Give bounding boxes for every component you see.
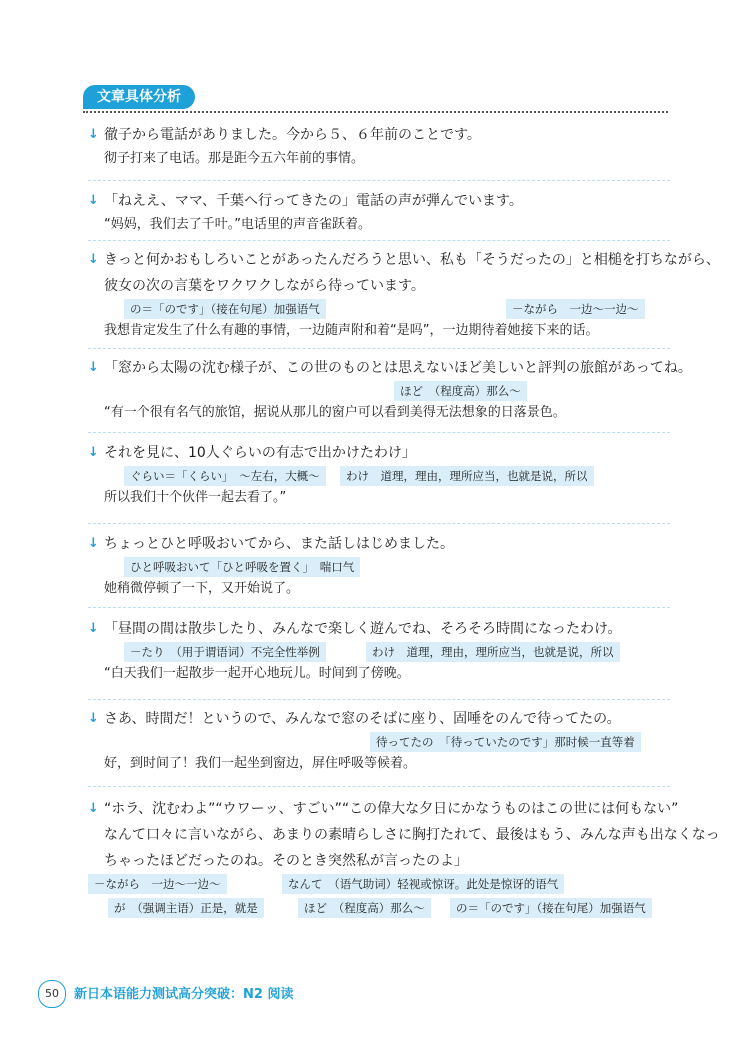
section-divider [88,432,670,433]
section-divider [88,786,670,787]
arrow-down-icon: ↓ [88,445,99,460]
jp-line: それを見に、10人ぐらいの有志で出かけたわけ」 [104,445,416,461]
section-divider [88,699,670,700]
chinese-translation: 我想肯定发生了什么有趣的事情，一边随声附和着“是吗”，一边期待着她接下来的话。 [104,323,599,338]
arrow-down-icon: ↓ [88,252,99,267]
chinese-translation: “妈妈，我们去了千叶。”电话里的声音雀跃着。 [104,217,371,232]
analysis-block [88,531,670,600]
japanese-text [88,188,670,214]
grammar-note: ほど （程度高）那么～ [298,898,431,918]
japanese-text [88,122,670,148]
analysis-block [88,796,720,919]
note-row [104,642,670,663]
chinese-translation: “有一个很有名气的旅馆，据说从那儿的窗户可以看到美得无法想象的日落景色。 [104,405,566,420]
note-row [104,732,670,753]
analysis-block [88,122,670,170]
chinese-translation: 她稍微停顿了一下，又开始说了。 [104,581,300,596]
jp-line: なんて口々に言いながら、あまりの素晴らしさに胸打たれて、最後はもう、みんな声も出なくなっ [104,827,720,843]
note-row [94,874,670,895]
section-divider [88,523,670,524]
jp-line: きっと何かおもしろいことがあったんだろうと思い、私も「そうだったの」と相槌を打ちながら、 [104,252,720,268]
arrow-down-icon: ↓ [88,536,99,551]
analysis-block [88,440,670,509]
section-title: 文章具体分析 [83,85,195,109]
grammar-note: ひと呼吸おいて「ひと呼吸を置く」 喘口气 [124,557,360,577]
arrow-down-icon: ↓ [88,801,99,816]
jp-line: “ホラ、沈むわよ”“ウワーッ、すごい”“この偉大な夕日にかなうものはこの世には何もない” [104,801,679,817]
jp-line: 「ねええ、ママ、千葉へ行ってきたの」電話の声が弾んでいます。 [104,193,523,209]
grammar-note: わけ 道理，理由，理所应当，也就是说，所以 [366,642,620,662]
section-divider [88,348,670,349]
note-row [104,898,670,919]
arrow-down-icon: ↓ [88,360,99,375]
page-number: 50 [38,980,66,1008]
jp-line: ちょっとひと呼吸おいてから、また話しはじめました。 [104,536,454,552]
arrow-down-icon: ↓ [88,127,99,142]
book-title: 新日本语能力测试高分突破：N2 阅读 [74,987,294,1002]
jp-line: 「窓から太陽の沈む様子が、この世のものとは思えないほど美しいと評判の旅館があってね。 [104,360,692,376]
grammar-note: －ながら 一边～一边～ [506,299,645,319]
jp-line: さあ、時間だ！というので、みんなで窓のそばに座り、固唾をのんで待ってたの。 [104,711,621,727]
title-divider [83,111,668,113]
section-divider [88,180,670,181]
grammar-note: の＝「のです」（接在句尾）加强语气 [124,299,326,319]
section-divider [88,607,670,608]
grammar-note: ぐらい＝「くらい」 ～左右，大概～ [124,466,326,486]
japanese-text [88,796,720,874]
analysis-block [88,247,720,342]
grammar-note: わけ 道理，理由，理所应当，也就是说，所以 [340,466,594,486]
note-row [104,557,670,578]
grammar-note: の＝「のです」（接在句尾）加强语气 [450,898,652,918]
jp-line: 「昼間の間は散歩したり、みんなで楽しく遊んでね、そろそろ時間になったわけ。 [104,621,622,637]
jp-line: ちゃったほどだったのね。そのとき突然私が言ったのよ」 [104,853,468,869]
note-row [104,299,670,320]
section-divider [88,240,670,241]
grammar-note: が （强调主语）正是，就是 [108,898,264,918]
chinese-translation: 所以我们十个伙伴一起去看了。” [104,490,287,505]
note-row [104,466,670,487]
grammar-note: 待ってたの 「待っていたのです」那时候一直等着 [370,732,641,752]
arrow-down-icon: ↓ [88,621,99,636]
grammar-note: －ながら 一边～一边～ [88,874,227,894]
japanese-text [88,440,670,466]
grammar-note: なんて （语气助词）轻视或惊讶。此处是惊讶的语气 [282,874,564,894]
grammar-note: －たり （用于谓语词）不完全性举例 [124,642,326,662]
jp-line: 彼女の次の言葉をワクワクしながら待っています。 [104,278,425,294]
chinese-translation: “白天我们一起散步一起开心地玩儿。时间到了傍晚。 [104,666,410,681]
japanese-text [88,247,720,299]
japanese-text [88,616,670,642]
analysis-block [88,188,670,236]
analysis-block [88,706,670,775]
chinese-translation: 彻子打来了电话。那是距今五六年前的事情。 [104,151,365,166]
arrow-down-icon: ↓ [88,711,99,726]
note-row [104,381,670,402]
grammar-note: ほど （程度高）那么～ [394,381,527,401]
jp-line: 徹子から電話がありました。今から５、６年前のことです。 [104,127,481,143]
japanese-text [88,706,670,732]
japanese-text [88,355,692,381]
japanese-text [88,531,670,557]
analysis-block [88,355,692,424]
analysis-block [88,616,670,685]
arrow-down-icon: ↓ [88,193,99,208]
chinese-translation: 好，到时间了！我们一起坐到窗边，屏住呼吸等候着。 [104,756,417,771]
